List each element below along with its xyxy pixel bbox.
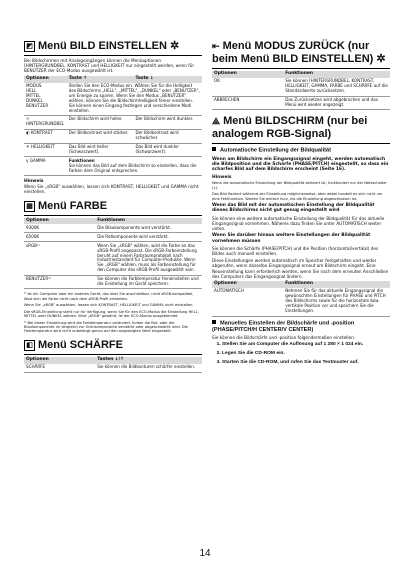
table-row: [24, 157, 202, 176]
section-title-schaerfe: ◧ Menü SCHÄRFE: [24, 339, 202, 355]
section-title-farbe: ▦ Menü FARBE: [24, 200, 202, 216]
gamma-icon: γ: [26, 157, 29, 163]
subheading-manual: Manuelles Einstellen der Bildschärfe und -position (PHASE/PITCH/H CENTER/V CENTER): [212, 320, 355, 333]
bild-intro: Bei Bildschirmen mit Analogeingängen können die Menüoptionen [HINTERGRUNDBEL, KONTRAST und HELLIGKEIT nur eingestellt werden, wenn für BENUTZER der ECO-Modus ausgewählt ist.: [24, 58, 195, 74]
option-cell: γ GAMMA: [24, 157, 67, 176]
function-cell: Sie können [HINTERGRUNDBEL, KONTRAST, HELLIGKEIT, GAMMA, FARBE und SCHÄRFE auf die Standardwerte zurücksetzen.: [283, 78, 390, 96]
option-cell: ☀ HELLIGKEIT: [24, 143, 67, 157]
table-header: [212, 71, 390, 78]
contrast-icon: ◐: [26, 130, 30, 136]
hint-line: Das Bild flackert während der Einstellung möglicherweise, aber dabei handelt es sich nicht um eine Fehlfunktion. Warten Sie einfach kurz, bis die Einstellung abgeschlossen ist.: [212, 192, 383, 201]
function-cell: Wenn Sie „sRGB" wählen, wird die Farbe an das sRGB-Profil angepasst. Die sRGB-Farbeinstellung beruht auf einem Farbraumprotokoll nach Industriestandard für Computer-Produkte. Wenn Sie „sRGB" wählen, muss als Farbeinstellung für den Computer das sRGB-Profil ausgewählt sein.: [95, 242, 202, 275]
list-item: 3. Starten Sie die CD-ROM, und rufen Sie das Testmuster auf.: [222, 360, 390, 366]
col-options: Optionen: [212, 281, 283, 288]
hint-text: Wenn Sie „sRGB" auswählen, lassen sich KONTRAST, HELLIGKEIT und GAMMA nicht einstellen.: [24, 184, 199, 195]
not-good-text: Sie können eine weitere automatische Einstellung der Bildqualität für das aktuelle Eingangssignal vornehmen. Näheres dazu finden Sie unter AUTOMATISCH weiter unten.: [212, 215, 385, 232]
table-row: [24, 83, 202, 116]
footnote: Wenn Sie „sRGB" auswählen, lassen sich KONTRAST, HELLIGKEIT und GAMMA nicht einstellen.: [24, 303, 194, 308]
function-cell: Nehmen Sie für das aktuelle Eingangssignal die gewünschten Einstellungen für PHASE und PITCH des Bildschirms sowie für die horizontale bzw. vertikale Position vor und speichern Sie die Einstellungen.: [283, 288, 390, 316]
table-row: [24, 224, 202, 232]
color-icon: ▦: [24, 201, 35, 212]
bullet-square-icon: [212, 320, 216, 324]
further-heading: Wenn Sie darüber hinaus weitere Einstellungen der Bildqualität vornehmen müssen: [212, 233, 371, 244]
function-cell: Stellen Sie den ECO-Modus ein. Wählen Sie für die Helligkeit des Bildschirms „HELL", „MITTEL", „DUNKEL" oder „BENUTZER", um Energie zu sparen. Wenn Sie den Modus „BENUTZER" wählen, können Sie die Bildschirmhelligkeit feiner einstellen. Sie können einen Eingang festlegen und verschiedene Modi einstellen.: [67, 83, 202, 116]
col-up: Taste ↑: [67, 76, 134, 83]
subheading-auto: Automatische Einstellung der Bildqualität: [212, 147, 390, 154]
col-functions: Funktionen: [283, 281, 390, 288]
table-row: [24, 275, 202, 289]
table-row: [212, 288, 390, 316]
option-cell: sRGB¹⁾: [24, 242, 95, 275]
footnote: ¹⁾ Ist ein Computer oder ein anderes Gerät, das über Sie anschließbar, nicht sRGB-kompatibel, lässt sich die Farbe nicht nach dem sRGB-Profil einstellen.: [24, 292, 194, 301]
col-options: Optionen: [24, 218, 95, 225]
return-arrow-icon: ⇤: [212, 41, 220, 51]
option-cell: ◐ KONTRAST: [24, 129, 67, 143]
footnote: Die sRGB-Einstellung steht nur für Verfügung, wenn Sie für den ECO-Modus die Einstellung HELL, MITTEL oder DUNKEL wählen. Wird „sRGB" gewählt, ist der ECO-Modus ausgeblendet.: [24, 309, 199, 319]
up-cell: Der Bildschirm wird heller.: [67, 115, 134, 129]
menu-symbol-icon: ✲: [376, 53, 386, 65]
option-cell: OK: [212, 78, 283, 96]
option-cell: MODUS HELL MITTEL DUNKEL BENUTZER: [24, 83, 67, 116]
menu-symbol-icon: ✲: [170, 40, 180, 52]
list-item: 2. Legen Sie die CD-ROM ein.: [222, 351, 390, 357]
option-cell: BENUTZER²⁾: [24, 275, 95, 289]
option-cell: 6500K: [24, 233, 95, 242]
up-cell: Der Bildkontrast wird stärker.: [67, 129, 134, 143]
footnote: ²⁾ Bei dieser Einstellung wird die Farbtemperatur verändert, indem die Rot- oder die Blaukomponente im Vergleich zur Grünkomponente verstärkt oder abgeschwächt wird. Die Farbtemperatur wird nicht unbedingt genau auf den angezeigten Wert eingestellt.: [24, 320, 188, 334]
table-row: [24, 242, 202, 275]
list-item: 1. Stellen Sie am Computer die Auflösung auf 1 280 × 1 024 ein.: [222, 342, 390, 348]
down-cell: Der Bildschirm wird dunkler.: [133, 115, 202, 129]
down-cell: Der Bildkontrast wird schwächer.: [133, 129, 202, 143]
table-row: [24, 129, 202, 143]
option-cell: 9300K: [24, 224, 95, 232]
table-row: [24, 364, 202, 372]
hint-title: Hinweis: [212, 175, 232, 181]
table-row: [24, 115, 202, 129]
col-down: Taste ↓: [133, 76, 202, 83]
screen-geometry-icon: ⟁: [212, 116, 221, 127]
function-cell: Die Rotkomponente wird verstärkt.: [95, 233, 202, 242]
col-options: Optionen: [24, 357, 95, 364]
sharpness-icon: ◧: [24, 340, 35, 351]
brightness-icon: ☀: [26, 144, 30, 150]
manual-text: Sie können die Bildschärfe und -position folgendermaßen einstellen.: [212, 335, 356, 341]
table-header: [24, 357, 202, 364]
table-row: [24, 233, 202, 242]
hint-title: Hinweis: [24, 179, 44, 185]
col-keys: Tasten ↓/↑: [95, 357, 202, 364]
further-text: Sie können die Schärfe (PHASE/PITCH) und die Position (horizontal/vertikal) des Bildes auch manuell einstellen.: [212, 245, 379, 257]
up-cell: Das Bild wird heller (Schwarzwert).: [67, 143, 134, 157]
not-good-heading: Wenn das Bild mit der automatischen Einstellung der Bildqualität dieses Bildschirms nicht gut genug eingestellt wird: [212, 203, 375, 214]
section-title-modus: ⇤ Menü MODUS ZURÜCK (nur beim Menü BILD EINSTELLEN) ✲: [212, 40, 390, 69]
col-functions: Funktionen: [95, 218, 202, 225]
function-cell: Das Zurücksetzen wird abgebrochen und das Menü wird wieder angezeigt.: [283, 96, 390, 110]
picture-icon: ◩: [24, 41, 35, 52]
steps-list: [212, 342, 390, 366]
section-title-bildschirm: ⟁ Menü BILDSCHIRM (nur bei analogem RGB-Signal): [212, 115, 390, 144]
bild-table: [24, 76, 202, 177]
backlight-icon: ☼: [26, 116, 30, 122]
col-options: Optionen: [24, 76, 67, 83]
function-cell: Die Blaukomponente wird verstärkt.: [95, 224, 202, 232]
option-cell: ☼ HINTERGRUNDBEL: [24, 115, 67, 129]
function-cell: Sie können die Bildkonturen schärfer einstellen.: [95, 364, 202, 372]
option-cell: ABBRECHEN: [212, 96, 283, 110]
col-options: Optionen: [212, 71, 283, 78]
hint-line: Wenn die automatische Einstellung der Bildqualität aktiviert ist, funktioniert nur der Netzschalter (1).: [212, 181, 387, 190]
function-cell: Sie können die Farbtemperatur feineinstellen und die Einstellung im Gerät speichern.: [95, 275, 202, 289]
table-row: [212, 96, 390, 110]
function-cell: Funktionen Sie können das Bild auf dem Bildschirm so einstellen, dass die Farben dem Original entsprechen.: [67, 157, 202, 176]
page-number: 14: [199, 548, 211, 559]
right-column: [212, 40, 390, 369]
table-header: [212, 281, 390, 288]
section-title-bild: ◩ Menü BILD EINSTELLEN ✲: [24, 40, 202, 56]
table-row: [212, 78, 390, 96]
memory-text: Diese Einstellungen werden automatisch im Speicher festgehalten und wieder abgerufen, wenn dasselbe Eingangssignal erneut am Bildschirm eingeht. Eine Neueinstellung kann erforderlich werden, wenn Sie nach dem erneuten Anschließen des Computers das Eingangssignal ändern.: [212, 258, 389, 279]
schaerfe-table: [24, 357, 202, 373]
farbe-table: [24, 218, 202, 290]
table-header: [24, 218, 202, 225]
option-cell: AUTOMATISCH: [212, 288, 283, 316]
table-row: [24, 143, 202, 157]
left-column: [24, 40, 202, 376]
modus-table: [212, 71, 390, 110]
auto-table: [212, 281, 390, 316]
table-header: [24, 76, 202, 83]
down-cell: Das Bild wird dunkler (Schwarzwert).: [133, 143, 202, 157]
auto-description: Wenn am Bildschirm ein Eingangssignal eingeht, werden automatisch die Bildposition und die Schärfe (PHASE/PITCH) eingestellt, so dass ein scharfes Bild auf dem Bildschirm erscheint (Seite 16).: [212, 156, 389, 173]
option-cell: SCHÄRFE: [24, 364, 95, 372]
bullet-square-icon: [212, 147, 216, 151]
col-functions: Funktionen: [283, 71, 390, 78]
